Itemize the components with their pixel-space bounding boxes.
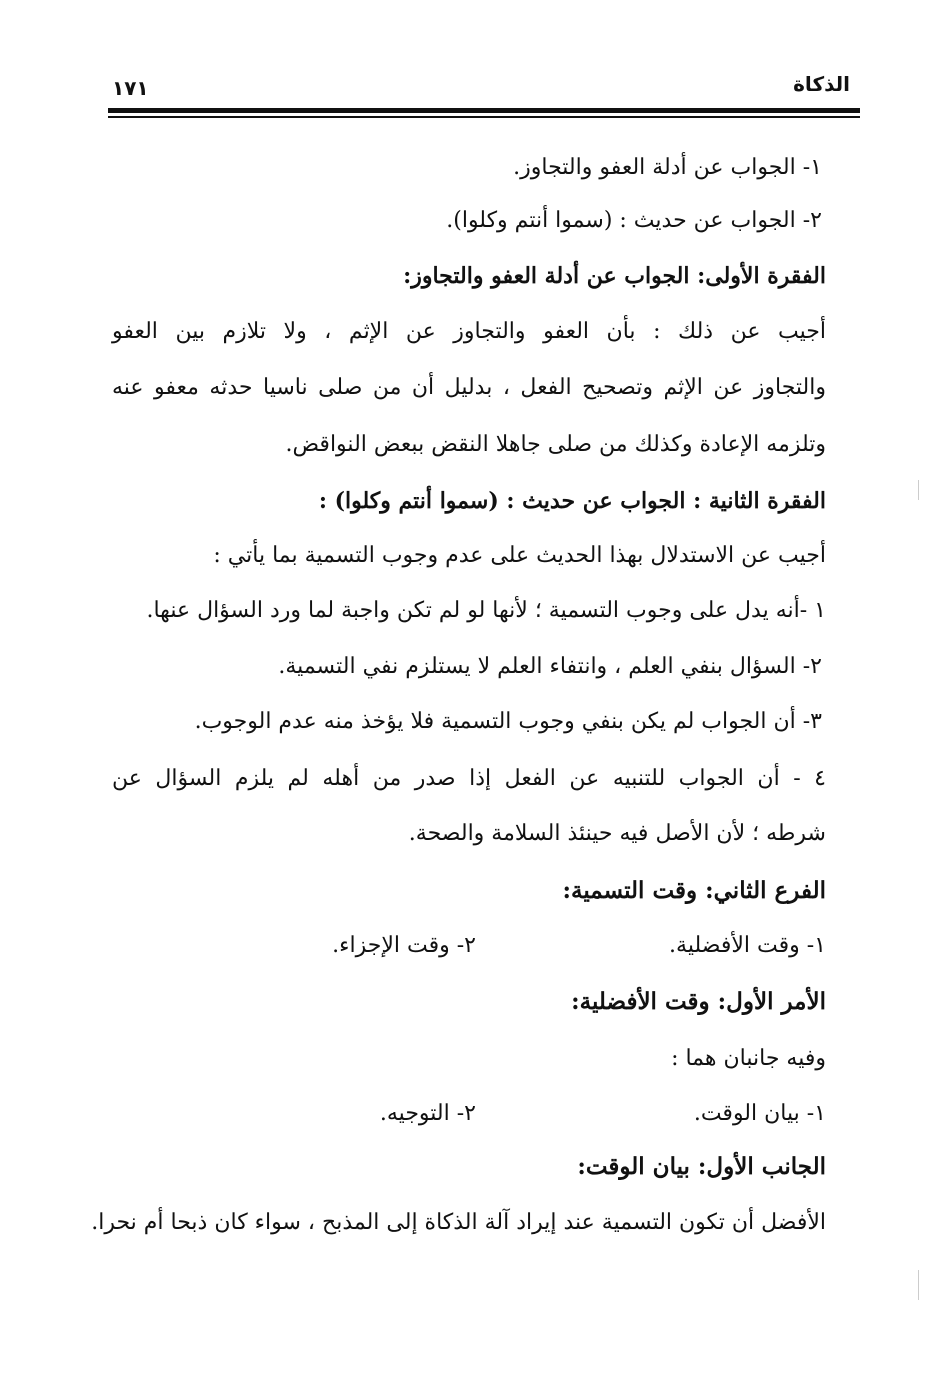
scan-margin-mark bbox=[918, 1270, 919, 1300]
subsection-heading: الأمر الأول: وقت الأفضلية: bbox=[571, 988, 826, 1015]
subsection-heading: الفرع الثاني: وقت التسمية: bbox=[562, 877, 826, 904]
section-heading: الفقرة الأولى: الجواب عن أدلة العفو والتجاوز: bbox=[403, 263, 826, 289]
list-item: ١- الجواب عن أدلة العفو والتجاوز. bbox=[513, 155, 822, 180]
list-item: ٤ - أن الجواب للتنبيه عن الفعل إذا صدر من أهله لم يلزم السؤال عن bbox=[112, 766, 826, 791]
page-number: ١٧١ bbox=[112, 76, 149, 100]
paragraph-line: وفيه جانبان هما : bbox=[671, 1046, 826, 1071]
header-rule-thin bbox=[108, 116, 860, 118]
scan-margin-mark bbox=[918, 480, 919, 500]
paragraph-line: أجيب عن الاستدلال بهذا الحديث على عدم وجوب التسمية بما يأتي : bbox=[213, 543, 826, 568]
paragraph-line: شرطه ؛ لأن الأصل فيه حينئذ السلامة والصحة. bbox=[408, 821, 826, 846]
paragraph-line: وتلزمه الإعادة وكذلك من صلى جاهلا النقض ببعض النواقض. bbox=[285, 432, 826, 457]
list-item: ١- بيان الوقت. bbox=[693, 1101, 826, 1126]
paragraph-line: والتجاوز عن الإثم وتصحيح الفعل ، بدليل أن من صلى ناسيا حدثه معفو عنه bbox=[112, 375, 826, 400]
times-list bbox=[112, 929, 826, 963]
paragraph-line: أجيب عن ذلك : بأن العفو والتجاوز عن الإثم ، ولا تلازم بين العفو bbox=[112, 319, 826, 344]
list-item: ٢- وقت الإجزاء. bbox=[332, 933, 476, 958]
paragraph-line: الأفضل أن تكون التسمية عند إيراد آلة الذكاة إلى المذبح ، سواء كان ذبحا أم نحرا. bbox=[91, 1210, 826, 1235]
list-item: ٣- أن الجواب لم يكن بنفي وجوب التسمية فلا يؤخذ منه عدم الوجوب. bbox=[194, 709, 822, 734]
header-rule-thick bbox=[108, 108, 860, 113]
list-item: ١ -أنه يدل على وجوب التسمية ؛ لأنها لو لم تكن واجبة لما ورد السؤال عنها. bbox=[146, 598, 826, 623]
list-item: ١- وقت الأفضلية. bbox=[669, 933, 826, 958]
list-item: ٢- السؤال بنفي العلم ، وانتفاء العلم لا يستلزم نفي التسمية. bbox=[278, 654, 822, 679]
list-item: ٢- التوجيه. bbox=[379, 1101, 476, 1126]
section-heading: الفقرة الثانية : الجواب عن حديث : (سموا أنتم وكلوا) : bbox=[318, 488, 826, 514]
list-item: ٢- الجواب عن حديث : (سموا أنتم وكلوا). bbox=[446, 208, 822, 233]
aspects-list bbox=[112, 1097, 826, 1131]
running-header-title: الذكاة bbox=[793, 72, 850, 96]
subsection-heading: الجانب الأول: بيان الوقت: bbox=[577, 1153, 826, 1180]
